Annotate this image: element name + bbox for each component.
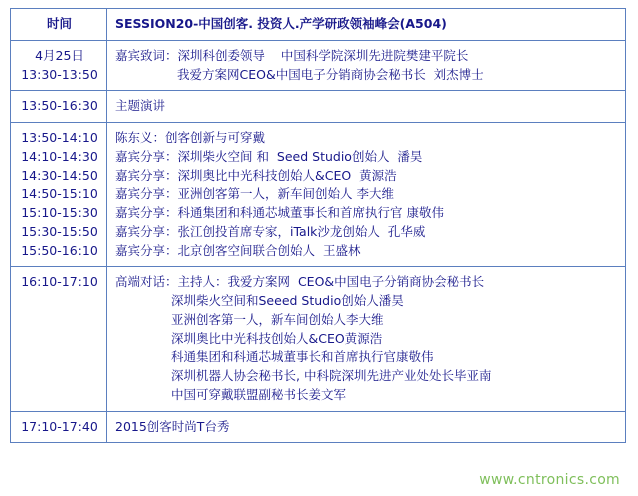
time-line: 13:30-13:50	[21, 66, 98, 82]
row-content-cell	[107, 40, 626, 91]
content-line: 嘉宾分享：科通集团和科通芯城董事长和首席执行官 康敬伟	[115, 205, 444, 220]
row-time-cell	[11, 123, 107, 267]
table-header-row	[11, 9, 626, 41]
time-line: 16:10-17:10	[21, 274, 98, 290]
row-time-cell	[11, 40, 107, 91]
row-time-cell	[11, 411, 107, 443]
content-line: 深圳柴火空间和Seeed Studio创始人潘昊	[171, 293, 404, 308]
time-line: 4月25日	[35, 47, 84, 63]
time-line: 13:50-14:10	[21, 130, 98, 145]
content-line: 陈东义：创客创新与可穿戴	[115, 130, 266, 145]
watermark: www.cntronics.com	[479, 472, 620, 488]
content-line: 我爱方案网CEO&中国电子分销商协会秘书长 刘杰博士	[177, 66, 484, 82]
time-line: 15:10-15:30	[21, 205, 98, 220]
content-line: 嘉宾分享：深圳柴火空间 和 Seed Studio创始人 潘昊	[115, 148, 423, 164]
content-line: 主题演讲	[115, 98, 166, 114]
content-line: 高端对话：主持人：我爱方案网 CEO&中国电子分销商协会秘书长	[115, 274, 485, 290]
content-line: 2015创客时尚T台秀	[115, 418, 230, 434]
table-row	[11, 91, 626, 123]
table-row	[11, 40, 626, 91]
content-line: 嘉宾分享：亚洲创客第一人，新车间创始人 李大维	[115, 186, 394, 202]
header-session-cell: SESSION20-中国创客. 投资人.产学研政领袖峰会(A504)	[107, 9, 626, 41]
content-line: 嘉宾分享：张江创投首席专家，iTalk沙龙创始人 孔华威	[115, 223, 426, 239]
table-row	[11, 123, 626, 267]
content-line: 中国可穿戴联盟副秘书长姜文军	[171, 386, 347, 402]
time-line: 15:50-16:10	[21, 242, 98, 258]
content-line: 科通集团和科通芯城董事长和首席执行官康敬伟	[171, 349, 434, 365]
row-time-cell	[11, 91, 107, 123]
row-content-cell	[107, 267, 626, 411]
time-line: 14:50-15:10	[21, 186, 98, 202]
time-line: 15:30-15:50	[21, 223, 98, 239]
time-line: 17:10-17:40	[21, 418, 98, 434]
time-line: 13:50-16:30	[21, 98, 98, 114]
time-line: 14:30-14:50	[21, 167, 98, 183]
schedule-table-body	[11, 9, 626, 443]
content-line: 嘉宾分享：北京创客空间联合创始人 王盛林	[115, 242, 361, 258]
header-time-cell: 时间	[11, 9, 107, 41]
row-content-cell	[107, 123, 626, 267]
table-row	[11, 267, 626, 411]
schedule-table	[10, 8, 626, 443]
table-row	[11, 411, 626, 443]
row-time-cell	[11, 267, 107, 411]
content-line: 深圳奥比中光科技创始人&CEO黄源浩	[171, 330, 383, 346]
content-line: 深圳机器人协会秘书长, 中科院深圳先进产业处处长毕亚南	[171, 368, 492, 383]
content-line: 嘉宾致词：深圳科创委领导 中国科学院深圳先进院樊建平院长	[115, 47, 469, 63]
content-line: 嘉宾分享：深圳奥比中光科技创始人&CEO 黄源浩	[115, 167, 397, 183]
time-line: 14:10-14:30	[21, 148, 98, 164]
row-content-cell	[107, 411, 626, 443]
content-line: 亚洲创客第一人，新车间创始人李大维	[171, 311, 384, 327]
row-content-cell	[107, 91, 626, 123]
